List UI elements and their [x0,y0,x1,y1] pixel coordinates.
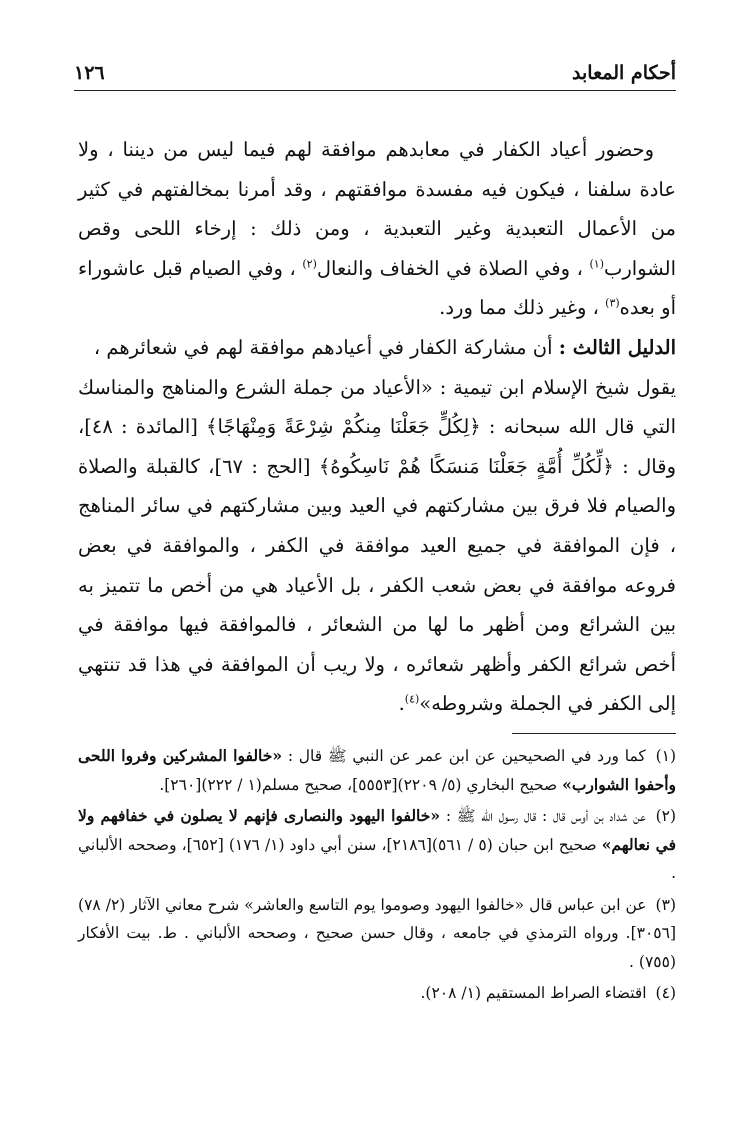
footnote-ref-4: (٤) [404,692,420,706]
paragraph-1 [78,130,676,328]
footnote-3 [78,891,676,977]
paragraph-3-end: . [398,692,405,716]
paragraph-1-text-2: ، وفي الصلاة في الخفاف والنعال [316,256,583,280]
footnote-ref-1: (١) [589,257,604,271]
footnote-4 [78,979,676,1008]
footnotes [78,742,676,1011]
ibn-taymiyyah-quote: يقول شيخ الإسلام ابن تيمية : «الأعياد من جملة الشرع والمناهج والمناسك التي قال الله سبحانه : ﴿لِكُلٍّ جَعَلْنَا مِنكُمْ شِرْعَةً وَمِنْهَاجًا﴾ [المائدة : ٤٨]، وقال : ﴿لِّكُلِّ أُمَّةٍ جَعَلْنَا مَنسَكًا هُمْ نَاسِكُوهُ﴾ [الحج : ٦٧]، كالقبلة والصلاة والصيام فلا فرق بين مشاركتهم في العيد وبين مشاركتهم في سائر المناهج ، فإن الموافقة في جميع العيد موافقة في الكفر ، والموافقة في بعض فروعه موافقة في بعض شعب الكفر ، بل الأعياد هي من أخص ما تتميز به بين الشرائع ومن أظهر ما لها من الشعائر ، فالموافقة فيها موافقة في أخص شرائع الكفر وأظهر شعائره ، ولا ريب أن الموافقة في هذا قد تنتهي إلى الكفر في الجملة وشروطه» [78,375,676,716]
paragraph-1-text: وحضور أعياد الكفار في معابدهم موافقة لهم فيما ليس من ديننا ، ولا عادة سلفنا ، فيكون فيه مفسدة موافقتهم ، وقد أمرنا بمخالفتهم في كثير من الأعمال التعبدية وغير التعبدية ، ومن ذلك : إرخاء اللحى وقص الشوارب [78,138,677,280]
hadith-text: «خالفوا اليهود والنصارى فإنهم لا يصلون في خفافهم ولا في نعالهم» [78,806,677,854]
footnote-separator [512,733,676,734]
footnote-citation: صحيح البخاري (٥/ ٢٢٠٩)[٥٥٥٣]، صحيح مسلم(١ / ٢٢٢)[٢٦٠]. [159,775,558,794]
evidence-label: الدليل الثالث : [558,335,676,359]
book-title: أحكام المعابد [572,62,676,84]
paragraph-2-text: أن مشاركة الكفار في أعيادهم موافقة لهم في شعائرهم ، [93,335,553,359]
footnote-text: اقتضاء الصراط المستقيم (١/ ٢٠٨). [420,984,647,1002]
footnote-1 [78,742,676,799]
footnote-number: (١) [655,747,677,765]
page-number: ١٢٦ [74,62,105,84]
footnote-number: (٤) [655,984,676,1002]
paragraph-1-text-3: ، وفي الصيام قبل عاشوراء أو بعده [78,256,676,320]
paragraph-3 [78,368,676,724]
footnote-text: كما ورد في الصحيحين عن ابن عمر عن النبي ﷺ قال : [287,747,646,765]
footnote-number: (٣) [655,895,676,914]
footnote-number: (٢) [655,807,677,825]
paragraph-1-text-4: ، وغير ذلك مما ورد. [439,296,599,320]
footnote-ref-2: (٢) [302,257,317,271]
main-text [78,130,676,724]
footnote-citation: صحيح ابن حبان (٥ / ٥٦١)[٢١٨٦]، سنن أبي داود (١/ ١٧٦) [٦٥٢]، وصححه الألباني . [78,835,676,882]
running-header [74,60,676,91]
footnote-2 [78,802,676,888]
footnote-text: عن ابن عباس قال «خالفوا اليهود وصوموا يوم التاسع والعاشر» شرح معاني الآثار (٢/ ٧٨) [٣٠٥٦]. ورواه الترمذي في جامعه ، وقال حسن صحيح ، وصححه الألباني . ط. بيت الأفكار (٧٥٥) . [78,895,676,971]
hadith-text: «خالفوا المشركين وفروا اللحى وأحفوا الشوارب» [78,746,676,794]
footnote-ref-3: (٣) [605,296,620,310]
footnote-text: عن شداد بن أوس قال : قال رسول الله ﷺ : [445,807,646,825]
paragraph-2 [78,328,676,368]
